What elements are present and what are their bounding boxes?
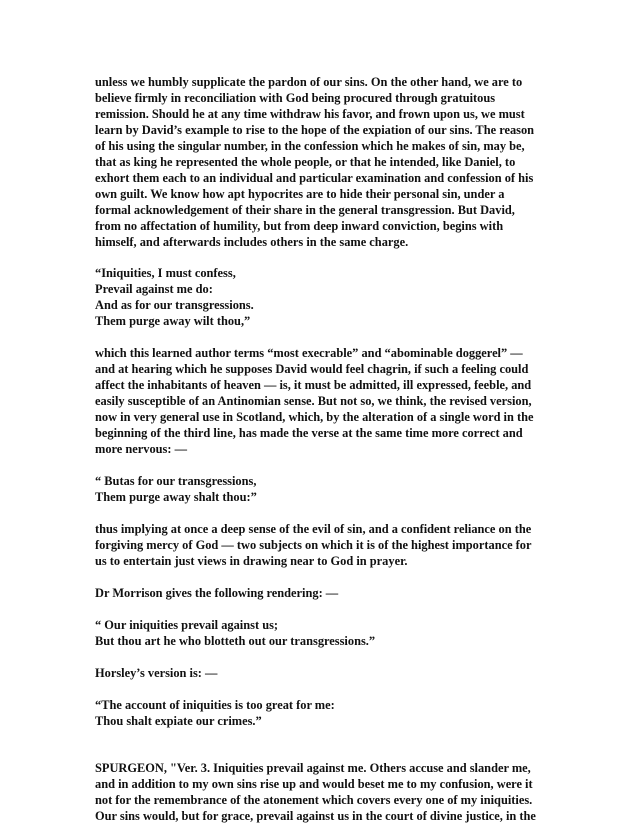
text-line: Dr Morrison gives the following rendering: — (95, 585, 339, 600)
verse-line: Prevail against me do: (95, 282, 213, 297)
verse-quote-1 (95, 266, 545, 330)
text-line: formal acknowledgement of their share in the general transgression. But David, (95, 202, 515, 217)
text-line: unless we humbly supplicate the pardon of our sins. On the other hand, we are to (95, 75, 523, 89)
verse-quote-4 (95, 698, 545, 730)
text-line: of his using the singular number, in the confession which he makes of sin, may be, (95, 138, 525, 153)
text-line: affect the inhabitants of heaven — is, it must be admitted, ill expressed, feeble, and (95, 378, 532, 393)
paragraph-horsley (95, 666, 545, 682)
verse-line: And as for our transgressions. (95, 298, 254, 313)
text-line: us to entertain just views in drawing near to God in prayer. (95, 553, 408, 568)
verse-line: Them purge away shalt thou:” (95, 489, 257, 504)
text-line: easily susceptible of an Antinomian sense. But not so, we think, the revised version, (95, 394, 532, 409)
verse-quote-3 (95, 618, 545, 650)
paragraph-implying (95, 522, 545, 570)
document-page (95, 75, 545, 825)
paragraph-gap (95, 650, 545, 666)
paragraph-gap (95, 458, 545, 474)
text-line: thus implying at once a deep sense of the evil of sin, and a confident reliance on the (95, 521, 532, 536)
text-line: beginning of the third line, has made the verse at the same time more correct and (95, 426, 523, 441)
text-line: SPURGEON, "Ver. 3. Iniquities prevail against me. Others accuse and slander me, (95, 761, 531, 776)
paragraph-gap (95, 682, 545, 698)
paragraph-gap (95, 330, 545, 346)
paragraph-gap (95, 506, 545, 522)
verse-line: But thou art he who blotteth out our transgressions.” (95, 633, 376, 648)
paragraph-gap (95, 250, 545, 266)
text-line: which this learned author terms “most execrable” and “abominable doggerel” — (95, 346, 523, 361)
text-line: forgiving mercy of God — two subjects on which it is of the highest importance for (95, 537, 532, 552)
text-line: exhort them each to an individual and particular examination and confession of his (95, 170, 534, 185)
paragraph-morrison (95, 586, 545, 602)
section-gap (95, 729, 545, 761)
paragraph-spurgeon (95, 761, 545, 825)
text-line: Our sins would, but for grace, prevail against us in the court of divine justice, in the (95, 809, 536, 824)
text-line: believe firmly in reconciliation with God being procured through gratuitous (95, 90, 496, 105)
text-line: remission. Should he at any time withdraw his favor, and frown upon us, we must (95, 106, 525, 121)
verse-line: “ Our iniquities prevail against us; (95, 617, 279, 632)
text-line: own guilt. We know how apt hypocrites are to hide their personal sin, under a (95, 186, 505, 201)
text-line: Horsley’s version is: — (95, 665, 218, 680)
text-line: learn by David’s example to rise to the hope of the expiation of our sins. The reason (95, 122, 535, 137)
paragraph-gap (95, 602, 545, 618)
verse-line: Thou shalt expiate our crimes.” (95, 713, 262, 728)
verse-line: Them purge away wilt thou,” (95, 314, 251, 329)
verse-line: “The account of iniquities is too great for me: (95, 697, 335, 712)
paragraph-intro (95, 75, 545, 250)
text-line: and at hearing which he supposes David would feel chagrin, if such a feeling could (95, 362, 529, 377)
text-line: himself, and afterwards includes others in the same charge. (95, 234, 409, 249)
verse-line: “Iniquities, I must confess, (95, 266, 236, 281)
paragraph-gap (95, 570, 545, 586)
text-line: now in very general use in Scotland, which, by the alteration of a single word in the (95, 410, 534, 425)
text-line: and in addition to my own sins rise up and would beset me to my confusion, were it (95, 777, 533, 792)
text-line: from no affectation of humility, but from deep inward conviction, begins with (95, 218, 504, 233)
text-line: that as king he represented the whole people, or that he intended, like Daniel, to (95, 154, 516, 169)
verse-quote-2 (95, 474, 545, 506)
text-line: not for the remembrance of the atonement which covers every one of my iniquities. (95, 793, 533, 808)
text-line: more nervous: — (95, 442, 187, 457)
verse-line: “ Butas for our transgressions, (95, 473, 257, 488)
paragraph-commentary (95, 346, 545, 458)
